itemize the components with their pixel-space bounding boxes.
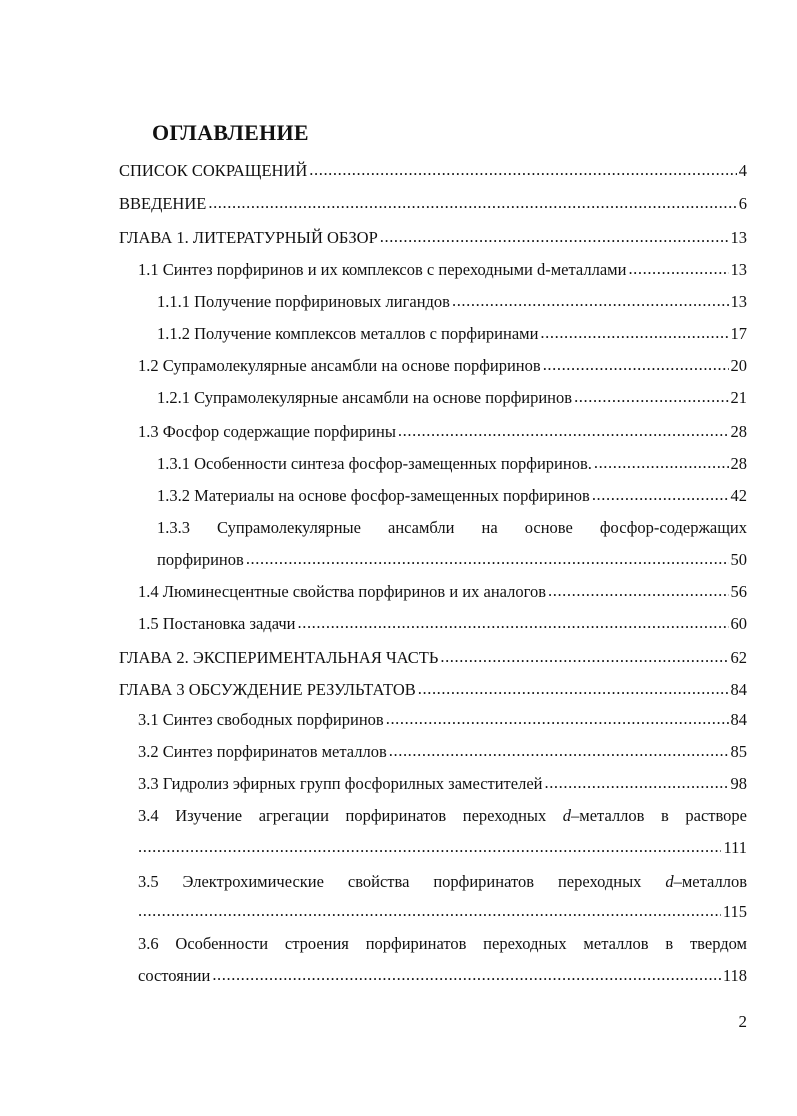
- toc-entry-page: 62: [730, 648, 747, 667]
- toc-entry-page: 84: [730, 680, 747, 699]
- dot-leader: [309, 158, 736, 182]
- toc-entry-text: –металлов в растворе: [571, 806, 747, 825]
- toc-entry-page: 84: [730, 710, 747, 729]
- toc-entry[interactable]: [157, 548, 747, 572]
- toc-entry-text-italic: d: [562, 806, 572, 825]
- toc-entry-first-line: 1.3.3 Супрамолекулярные ансамбли на основе фосфор-содержащих: [157, 518, 747, 537]
- dot-leader: [298, 611, 729, 635]
- toc-entry[interactable]: [138, 420, 747, 444]
- dot-leader: [628, 257, 728, 281]
- toc-entry[interactable]: [138, 708, 747, 732]
- toc-entry[interactable]: [157, 290, 747, 314]
- toc-entry-page: 6: [738, 194, 747, 213]
- toc-entry-text-italic: d: [665, 872, 674, 891]
- toc-entry-page: 42: [730, 486, 747, 505]
- toc-entry[interactable]: [119, 159, 747, 183]
- dot-leader: [452, 289, 729, 313]
- toc-heading: ОГЛАВЛЕНИЕ: [152, 120, 309, 145]
- dot-leader: [246, 547, 729, 571]
- toc-entry-label: 3.1 Синтез свободных порфиринов: [138, 710, 384, 729]
- toc-entry-page: 98: [730, 774, 747, 793]
- toc-entry[interactable]: [138, 354, 747, 378]
- dot-leader: [386, 707, 729, 731]
- toc-entry-label: 1.1.2 Получение комплексов металлов с порфиринами: [157, 324, 539, 343]
- toc-entry-label: ГЛАВА 1. ЛИТЕРАТУРНЫЙ ОБЗОР: [119, 228, 378, 247]
- page-number: 2: [738, 1012, 747, 1031]
- toc-entry-page: 111: [723, 838, 747, 857]
- toc-entry-label: 1.3.1 Особенности синтеза фосфор-замещенных порфиринов.: [157, 454, 592, 473]
- toc-entry[interactable]: [138, 740, 747, 764]
- toc-entry-page: 20: [730, 356, 747, 375]
- dot-leader: [208, 191, 736, 215]
- dot-leader: [138, 899, 721, 923]
- toc-entry-page: 85: [730, 742, 747, 761]
- toc-entry-page: 60: [730, 614, 747, 633]
- toc-entry-label: ГЛАВА 2. ЭКСПЕРИМЕНТАЛЬНАЯ ЧАСТЬ: [119, 648, 439, 667]
- toc-entry[interactable]: [119, 678, 747, 702]
- toc-entry-page: 28: [730, 422, 747, 441]
- toc-entry-label: порфиринов: [157, 550, 244, 569]
- toc-entry[interactable]: [119, 192, 747, 216]
- toc-entry-text: 3.4 Изучение агрегации порфиринатов переходных: [138, 806, 563, 825]
- toc-entry[interactable]: [157, 484, 747, 508]
- toc-entry-label: 1.5 Постановка задачи: [138, 614, 296, 633]
- toc-entry-page: 118: [722, 966, 747, 985]
- dot-leader: [543, 353, 729, 377]
- dot-leader: [440, 645, 728, 669]
- toc-entry-label: ГЛАВА 3 ОБСУЖДЕНИЕ РЕЗУЛЬТАТОВ: [119, 680, 416, 699]
- toc-entry[interactable]: [138, 964, 747, 988]
- toc-entry-page: 56: [730, 582, 747, 601]
- dot-leader: [212, 963, 721, 987]
- toc-entry-first-line: [138, 870, 747, 894]
- toc-entry[interactable]: [119, 226, 747, 250]
- toc-entry-label: 3.2 Синтез порфиринатов металлов: [138, 742, 387, 761]
- dot-leader: [389, 739, 729, 763]
- toc-entry-label: ВВЕДЕНИЕ: [119, 194, 207, 213]
- toc-entry-label: 1.1 Синтез порфиринов и их комплексов с переходными d-металлами: [138, 260, 627, 279]
- toc-entry-page: 50: [730, 550, 747, 569]
- toc-entry-first-line: [138, 804, 747, 828]
- toc-entry[interactable]: [157, 322, 747, 346]
- dot-leader: [574, 385, 728, 409]
- dot-leader: [544, 771, 728, 795]
- toc-entry[interactable]: [138, 258, 747, 282]
- toc-entry-page: 4: [738, 161, 747, 180]
- toc-entry-page: 115: [722, 902, 747, 921]
- toc-entry-label: 1.2.1 Супрамолекулярные ансамбли на основе порфиринов: [157, 388, 573, 407]
- toc-entry-label: 3.3 Гидролиз эфирных групп фосфорилных заместителей: [138, 774, 543, 793]
- toc-entry-page: 17: [730, 324, 747, 343]
- toc-entry[interactable]: [138, 612, 747, 636]
- toc-entry-page: 28: [730, 454, 747, 473]
- dot-leader: [138, 835, 721, 859]
- toc-entry-first-line: 3.6 Особенности строения порфиринатов переходных металлов в твердом: [138, 934, 747, 953]
- toc-entry-page: 21: [730, 388, 747, 407]
- toc-entry[interactable]: [119, 646, 747, 670]
- dot-leader: [540, 321, 728, 345]
- toc-entry-page: 13: [730, 292, 747, 311]
- toc-entry[interactable]: [157, 386, 747, 410]
- toc-entry-label: 1.1.1 Получение порфириновых лигандов: [157, 292, 450, 311]
- toc-entry-label: 1.2 Супрамолекулярные ансамбли на основе порфиринов: [138, 356, 541, 375]
- toc-entry[interactable]: [138, 900, 747, 924]
- toc-entry[interactable]: [138, 580, 747, 604]
- dot-leader: [592, 483, 729, 507]
- dot-leader: [418, 677, 729, 701]
- dot-leader: [548, 579, 729, 603]
- toc-entry-label: 1.4 Люминесцентные свойства порфиринов и их аналогов: [138, 582, 546, 601]
- toc-entry-label: СПИСОК СОКРАЩЕНИЙ: [119, 161, 308, 180]
- toc-entry-page: 13: [730, 228, 747, 247]
- toc-entry-label: состоянии: [138, 966, 211, 985]
- dot-leader: [398, 419, 729, 443]
- toc-entry-label: 1.3.2 Материалы на основе фосфор-замещенных порфиринов: [157, 486, 590, 505]
- toc-entry-text: –металлов: [673, 872, 747, 891]
- toc-entry-text: 3.5 Электрохимические свойства порфиринатов переходных: [138, 872, 666, 891]
- dot-leader: [380, 225, 729, 249]
- toc-entry[interactable]: [138, 836, 747, 860]
- toc-entry[interactable]: [138, 772, 747, 796]
- toc-entry[interactable]: [157, 452, 747, 476]
- dot-leader: [594, 451, 729, 475]
- toc-entry-page: 13: [730, 260, 747, 279]
- toc-entry-label: 1.3 Фосфор содержащие порфирины: [138, 422, 396, 441]
